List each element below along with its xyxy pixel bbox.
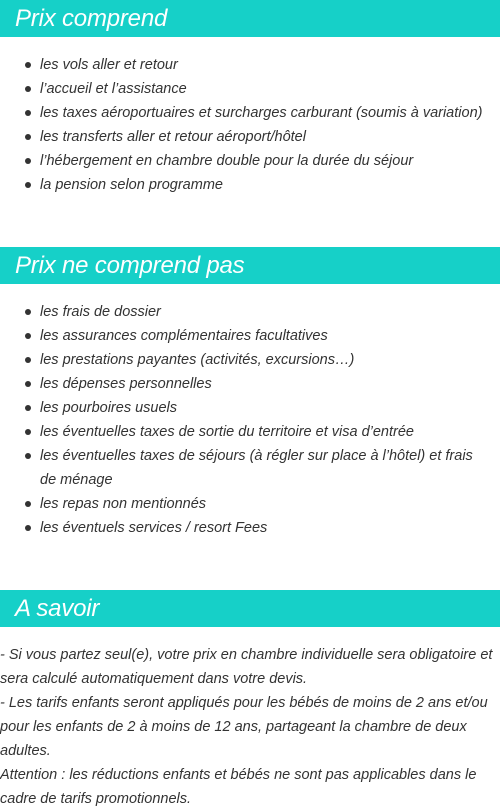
bullet-icon [25,134,31,140]
bullet-icon [25,429,31,435]
bullet-icon [25,62,31,68]
bullet-icon [25,182,31,188]
list-item-text: les frais de dossier [40,304,161,320]
list-item-text: les pourboires usuels [40,400,178,416]
list-item-text: les prestations payantes (activités, excursions…) [40,352,355,368]
list-item-text: l’accueil et l’assistance [40,81,187,97]
bullet-icon [25,158,31,164]
list-prix-comprend [0,53,500,197]
list-item [0,324,500,348]
bullet-icon [25,110,31,116]
list-item-text: les transferts aller et retour aéroport/hôtel [40,129,306,145]
list-item-text: les vols aller et retour [40,57,178,73]
list-item-text: les repas non mentionnés [40,496,207,512]
bullet-icon [25,525,31,531]
bullet-icon [25,501,31,507]
list-item [0,149,500,173]
list-item [0,516,500,540]
bullet-icon [25,309,31,315]
section-title-prix-ne-comprend-pas: Prix ne comprend pas [15,251,245,279]
list-item [0,348,500,372]
bullet-icon [25,381,31,387]
section-header-prix-ne-comprend-pas [0,247,500,284]
note-paragraph: Attention : les réductions enfants et bébés ne sont pas applicables dans le cadre de tarifs promotionnels. [0,767,477,807]
list-item-text: les dépenses personnelles [40,376,212,392]
note-paragraph: - Les tarifs enfants seront appliqués pour les bébés de moins de 2 ans et/ou pour les enfants de 2 à moins de 12 ans, partageant la chambre de deux adultes. [0,695,488,759]
list-item-text: l’hébergement en chambre double pour la durée du séjour [40,153,414,169]
list-item [0,444,500,492]
list-item [0,300,500,324]
bullet-icon [25,453,31,459]
section-header-a-savoir [0,590,500,627]
list-item [0,420,500,444]
section-title-prix-comprend: Prix comprend [15,4,168,32]
list-item-text: les éventuelles taxes de sortie du territoire et visa d’entrée [40,424,414,440]
list-item [0,125,500,149]
list-item [0,77,500,101]
list-item-text: les éventuelles taxes de séjours (à régler sur place à l’hôtel) et frais de ménage [40,448,473,488]
bullet-icon [25,405,31,411]
list-item [0,396,500,420]
bullet-icon [25,333,31,339]
list-item [0,492,500,516]
note-paragraph: - Si vous partez seul(e), votre prix en chambre individuelle sera obligatoire et sera calculé automatiquement dans votre devis. [0,647,493,687]
section-header-prix-comprend [0,0,500,37]
section-title-a-savoir: A savoir [15,594,100,622]
list-item-text: les assurances complémentaires facultatives [40,328,328,344]
list-item [0,53,500,77]
list-item [0,173,500,197]
notes-a-savoir [0,643,500,811]
list-item-text: la pension selon programme [40,177,223,193]
list-prix-ne-comprend-pas [0,300,500,540]
list-item-text: les éventuels services / resort Fees [40,520,268,536]
list-item-text: les taxes aéroportuaires et surcharges carburant (soumis à variation) [40,105,483,121]
list-item [0,372,500,396]
bullet-icon [25,357,31,363]
list-item [0,101,500,125]
bullet-icon [25,86,31,92]
